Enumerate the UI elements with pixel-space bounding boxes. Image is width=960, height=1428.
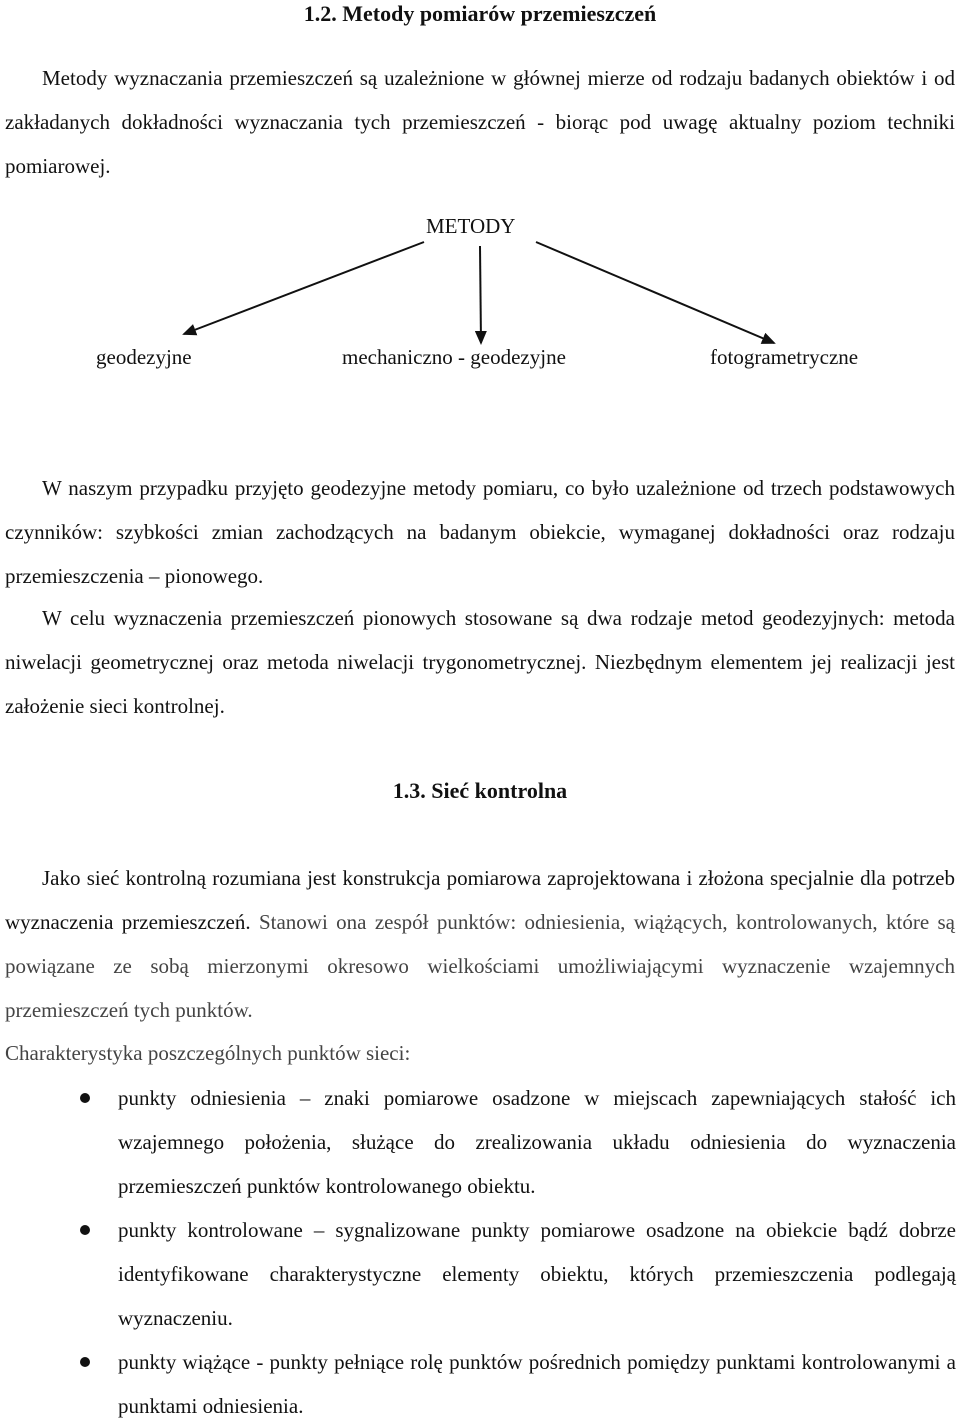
diagram-root-label: METODY <box>426 214 516 238</box>
bullet-item-reference-points: punkty odniesienia – znaki pomiarowe osadzone w miejscach zapewniających stałość ich wzajemnego położenia, służące do zrealizowania układu odniesienia do wyznaczenia przemieszczeń punktów kontrolowanego obiektu. <box>118 1086 956 1198</box>
methods-paragraph-2: W celu wyznaczenia przemieszczeń pionowych stosowane są dwa rodzaje metod geodezyjnych: metoda niwelacji geometrycznej oraz metoda niwelacji trygonometrycznej. Niezbędnym elementem jej realizacji jest założenie sieci kontrolnej. <box>5 606 955 718</box>
network-points-intro: Charakterystyka poszczególnych punktów sieci: <box>5 1041 411 1065</box>
section-heading-1-2: 1.2. Metody pomiarów przemieszczeń <box>303 1 657 26</box>
diagram-node-mechaniczno-geodezyjne: mechaniczno - geodezyjne <box>342 345 566 369</box>
arrow-to-geodezyjne <box>184 242 424 334</box>
bullet-item-controlled-points: punkty kontrolowane – sygnalizowane punkty pomiarowe osadzone na obiekcie bądź dobrze identyfikowane charakterystyczne elementy obiektu, których przemieszczenia podlegają wyznaczeniu. <box>118 1218 956 1330</box>
network-description: Stanowi ona zespół punktów: odniesienia, wiążących, kontrolowanych, które są powiązane ze sobą mierzonymi okresowo wielkościami umożliwiającymi wyznaczenie wzajemnych przemieszczeń tych punktów. <box>5 910 955 1022</box>
arrow-to-mechaniczno-geodezyjne <box>480 246 481 343</box>
arrow-to-fotogrametryczne <box>536 242 774 343</box>
diagram-node-fotogrametryczne: fotogrametryczne <box>710 345 859 369</box>
bullet-dot <box>80 1093 90 1103</box>
section-heading-1-3: 1.3. Sieć kontrolna <box>392 778 568 803</box>
network-paragraph-1 <box>5 856 955 1032</box>
diagram-node-geodezyjne: geodezyjne <box>96 345 192 369</box>
methods-paragraph-1: W naszym przypadku przyjęto geodezyjne metody pomiaru, co było uzależnione od trzech podstawowych czynników: szybkości zmian zachodzących na badanym obiekcie, wymaganej dokładności oraz rodzaju przemieszczenia – pionowego. <box>5 476 955 588</box>
intro-paragraph: Metody wyznaczania przemieszczeń są uzależnione w głównej mierze od rodzaju badanych obiektów i od zakładanych dokładności wyznaczania tych przemieszczeń - biorąc pod uwagę aktualny poziom techniki pomiarowej. <box>5 66 955 178</box>
bullet-dot <box>80 1225 90 1235</box>
network-definition: Jako sieć kontrolną rozumiana jest konstrukcja pomiarowa zaprojektowana i złożona specjalnie dla potrzeb wyznaczenia przemieszczeń. <box>5 866 955 934</box>
bullet-item-connecting-points: punkty wiążące - punkty pełniące rolę punktów pośrednich pomiędzy punktami kontrolowanymi a punktami odniesienia. <box>118 1350 956 1418</box>
bullet-dot <box>80 1357 90 1367</box>
